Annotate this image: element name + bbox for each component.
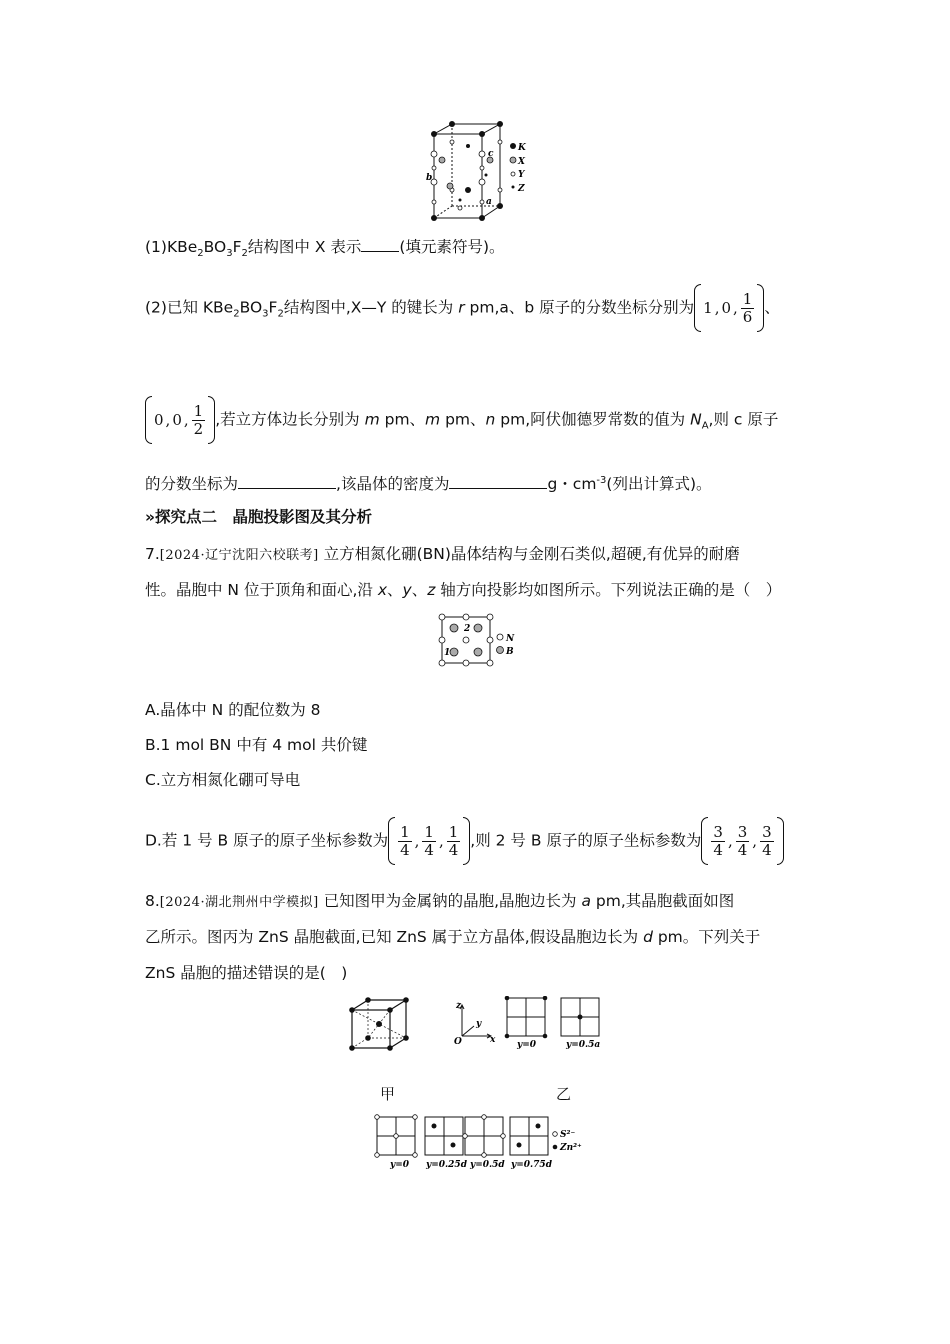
q7-option-a-text: A.晶体中 N 的配位数为 8: [145, 701, 321, 719]
p1-sub1: 2: [197, 248, 204, 260]
c1-d1: 4: [400, 840, 410, 859]
coord-b-y: 0: [172, 411, 182, 429]
question-part-2-tail: [145, 470, 712, 495]
q8-a: a: [581, 892, 591, 910]
q8-text2b: pm。下列关于: [652, 928, 761, 946]
p1-tail: (填元素符号)。: [399, 238, 505, 256]
p1-sub2: 3: [226, 248, 233, 260]
coord-a-x: 1: [703, 299, 713, 317]
section-title: 探究点二 晶胞投影图及其分析: [155, 508, 373, 526]
section-arrow-icon: »: [145, 508, 156, 526]
kbbf-structure-figure: [420, 120, 530, 226]
c1-n2: 1: [424, 822, 434, 841]
q8-line3: [145, 962, 347, 984]
p1-mid2: F: [232, 238, 242, 256]
answer-blank-2[interactable]: [238, 473, 336, 489]
p3-u2: pm、: [440, 410, 486, 429]
axis-y: y: [476, 1019, 482, 1029]
p1-sub3: 2: [241, 248, 248, 260]
zns-section-figure: [372, 1112, 582, 1172]
label-c: c: [488, 149, 494, 159]
na-unit-cell-figure: [346, 996, 412, 1054]
bn-projection-figure: [434, 610, 520, 668]
p3-na-sub: A: [701, 420, 709, 432]
q7-text2b: 轴方向投影均如图所示。下列说法正确的是（ ）: [435, 581, 782, 599]
legend-b: B: [506, 647, 514, 657]
question-part-2-cont: [145, 396, 778, 444]
coord-b-x: 0: [154, 411, 164, 429]
coord-b-den: 2: [193, 419, 204, 438]
label-a: a: [486, 197, 492, 207]
q8-number: 8.: [145, 892, 160, 910]
q7-y: y: [402, 581, 412, 599]
coord-a: 1 , 0 , $\frac{1}{6}$: [694, 284, 764, 332]
p1-suffix: 结构图中 X 表示: [247, 238, 362, 256]
q7-line1: [145, 543, 740, 567]
legend-s2: S²⁻: [560, 1130, 576, 1140]
axis-x: x: [490, 1035, 496, 1045]
p4-text3: (列出计算式)。: [606, 475, 712, 494]
p2-sep: 、: [764, 298, 780, 317]
legend-z: Z: [518, 184, 525, 194]
p2-text2: pm,a、b 原子的分数坐标分别为: [464, 298, 695, 317]
c2-d2: 4: [737, 840, 748, 859]
p3-u3: pm,阿伏伽德罗常数的值为: [495, 410, 691, 429]
na-section-figure: [450, 996, 610, 1052]
p2-sub3: 2: [277, 308, 284, 320]
q8-source: [2024·湖北荆州中学模拟]: [159, 895, 319, 910]
q7-option-c-text: C.立方相氮化硼可导电: [145, 771, 301, 789]
q8-text1a: 已知图甲为金属钠的晶胞,晶胞边长为: [318, 892, 582, 910]
p2-sub2: 3: [262, 308, 269, 320]
yi-label-0: y=0: [517, 1040, 537, 1050]
p4-text1: 的分数坐标为: [145, 475, 239, 494]
c2-d1: 4: [713, 840, 723, 859]
p3-text1: ,若立方体边长分别为: [215, 410, 365, 429]
q7-option-a[interactable]: [145, 699, 321, 721]
q8-text3: ZnS 晶胞的描述错误的是( ): [145, 964, 348, 982]
q7-number: 7.: [145, 545, 160, 563]
c2-n1: 3: [713, 822, 723, 841]
q8-text2a: 乙所示。图丙为 ZnS 晶胞截面,已知 ZnS 属于立方晶体,假设晶胞边长为: [145, 928, 644, 946]
q7-option-c[interactable]: [145, 769, 300, 791]
c1-n1: 1: [400, 822, 410, 841]
q7-source: [2024·辽宁沈阳六校联考]: [159, 548, 319, 563]
coord-b2: $\frac{3}{4}$ , $\frac{3}{4}$ , $\frac{3}{4}$: [701, 817, 783, 865]
p2-sub1: 2: [233, 308, 240, 320]
bing-label-0: y=0: [390, 1160, 410, 1170]
bing-label-2: y=0.5d: [470, 1160, 505, 1170]
bing-label-3: y=0.75d: [511, 1160, 552, 1170]
q7-option-d[interactable]: [145, 817, 784, 865]
p4-sup: -3: [596, 475, 607, 486]
answer-blank-3[interactable]: [449, 473, 547, 489]
p3-m1: m: [364, 410, 380, 429]
b-atom-1-label: 1: [444, 648, 451, 658]
coord-b-num: 1: [193, 401, 204, 420]
q7-line2: 性。晶胞中 N 位于顶角和面心,沿 x、y、z 轴方向投影均如图所示。下列说法正确的是（ ）: [145, 581, 782, 599]
b-atom-2-label: 2: [464, 624, 471, 634]
q7-z: z: [427, 581, 436, 599]
p2-r: r: [458, 298, 465, 317]
c2-n2: 3: [737, 822, 748, 841]
q8-line2: [145, 926, 760, 948]
p4-unit: g・cm: [547, 475, 597, 494]
legend-x: X: [518, 157, 525, 167]
yi-label-1: y=0.5a: [566, 1040, 601, 1050]
q8-line1: [145, 890, 734, 914]
c2-d3: 4: [762, 840, 772, 859]
p3-n: n: [485, 410, 496, 429]
q7-option-d-text2: ,则 2 号 B 原子的原子坐标参数为: [470, 831, 702, 850]
legend-k: K: [518, 143, 526, 153]
p1-prefix: (1)KBe: [145, 238, 198, 256]
legend-y: Y: [518, 170, 525, 180]
q8-d: d: [643, 928, 653, 946]
fig-jia-caption: 甲: [380, 1085, 396, 1103]
p2-mid1: BO: [239, 298, 263, 317]
p1-mid1: BO: [203, 238, 227, 256]
q7-option-d-text1: D.若 1 号 B 原子的原子坐标参数为: [145, 831, 389, 850]
q8-text1b: pm,其晶胞截面如图: [590, 892, 735, 910]
p3-u1: pm、: [379, 410, 426, 429]
fig-yi-caption: 乙: [556, 1085, 572, 1103]
q7-text1: 立方相氮化硼(BN)晶体结构与金刚石类似,超硬,有优异的耐磨: [318, 545, 740, 563]
p3-na: N: [690, 410, 702, 429]
coord-a-num: 1: [742, 289, 753, 308]
bing-label-1: y=0.25d: [426, 1160, 467, 1170]
p3-text2: ,则 c 原子: [708, 410, 779, 429]
q7-x: x: [377, 581, 387, 599]
coord-b1: $\frac{1}{4}$ , $\frac{1}{4}$ , $\frac{1}{4}$: [388, 817, 470, 865]
legend-n: N: [506, 634, 515, 644]
label-b: b: [426, 173, 433, 183]
axis-origin: O: [454, 1037, 462, 1047]
coord-a-y: 0: [721, 299, 732, 317]
q7-option-b-text: B.1 mol BN 中有 4 mol 共价键: [145, 736, 368, 754]
p4-text2: ,该晶体的密度为: [336, 475, 450, 494]
coord-b: 0 , 0 , $\frac{1}{2}$: [145, 396, 215, 444]
legend-zn2: Zn²⁺: [560, 1143, 582, 1153]
c1-d3: 4: [448, 840, 459, 859]
p2-mid2: F: [268, 298, 278, 317]
q7-text2a: 性。晶胞中 N 位于顶角和面心,沿: [145, 581, 378, 599]
question-part-1: [145, 236, 505, 265]
p2-prefix: (2)已知 KBe: [145, 298, 234, 317]
c2-n3: 3: [762, 822, 772, 841]
coord-a-den: 6: [742, 307, 753, 326]
p3-m2: m: [425, 410, 441, 429]
c1-n3: 1: [448, 822, 459, 841]
p2-text1: 结构图中,X—Y 的键长为: [283, 298, 459, 317]
answer-blank-1[interactable]: [361, 236, 399, 252]
q7-option-b[interactable]: [145, 734, 367, 756]
axis-z: z: [456, 1001, 462, 1011]
question-part-2: [145, 284, 780, 332]
c1-d2: 4: [424, 840, 434, 859]
section-heading: [145, 506, 372, 528]
